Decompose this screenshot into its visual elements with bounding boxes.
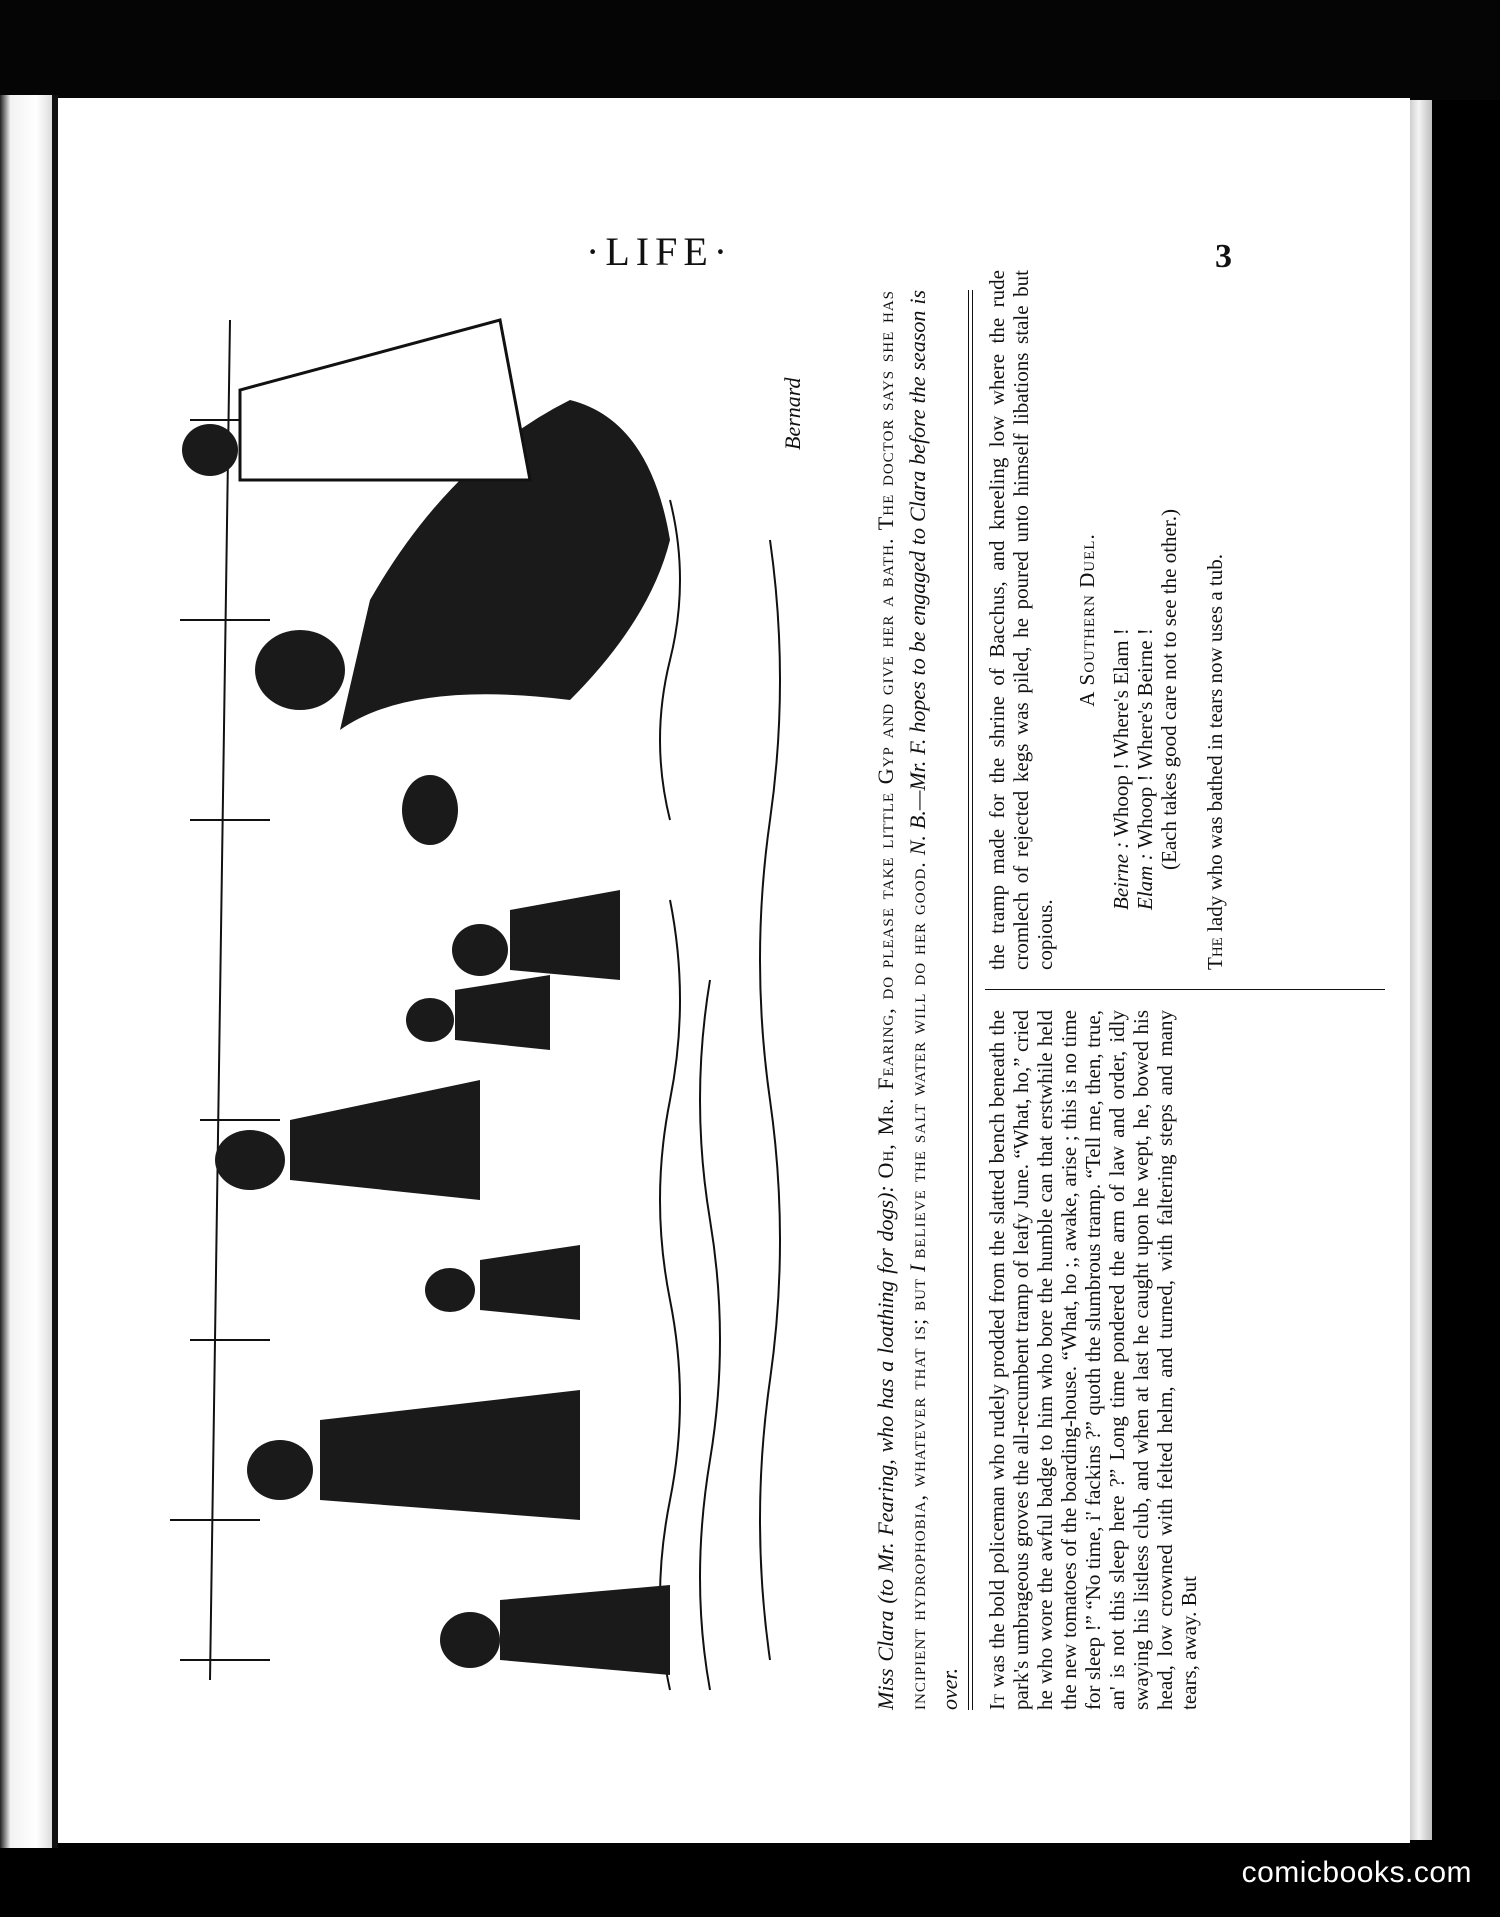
caption-dialogue-end: believe the salt water will do her good. [905,861,930,1259]
caption-note: N. B.—Mr. F. hopes to be engaged to Clara before the season is over. [905,289,962,1710]
scanner-background-top [0,0,1500,100]
duel-title: A Southern Duel. [1075,533,1099,707]
article-text-right: the tramp made for the shrine of Bacchus, and kneeling low where the rude cromlech of rejected kegs was piled, he poured unto himself libations stale but copious. [985,270,1057,970]
duel-line-1 [1109,270,1133,970]
closing-line [1203,270,1227,970]
masthead-title: ·LIFE· [586,229,734,274]
beach-scene-illustration [150,280,840,1720]
artist-signature: Bernard [780,377,805,450]
duel-text-elam: Whoop ! Where's Beirne ! [1133,628,1157,849]
page-stack-edge [1410,100,1432,1840]
duel-speaker-beirne: Beirne : [1109,841,1133,910]
rotated-content [150,270,1227,1730]
duel-text-beirne: Whoop ! Where's Elam ! [1109,628,1133,837]
article-dropcap: It [985,1693,1009,1710]
section-rule [968,290,973,1710]
article-column-left [985,1010,1201,1710]
article-text-left: was the bold policeman who rudely prodded from the slatted bench beneath the park's umbrageous groves the all-recumbent tramp of leafy June. “What, ho,” cried he who wore the awful badge to him who bore the humble can that erstwhile held the new tomatoes of the boarding-house. “What, ho ;, awake, arise ; this is no time for sleep !” “No time, i' fackins ?” quoth the slumbrous tramp. “Tell me, then, true, an' is not this sleep here ?” Long time pondered the arm of law and order, idly swaying his listless club, and when at last he caught upon he wept, he, bowed his head, low crowned with felted helm, and turned, with faltering steps and many tears, away. But [985,1010,1201,1710]
duel-speaker-elam: Elam : [1133,853,1157,910]
site-watermark: comicbooks.com [1241,1856,1472,1889]
page-number: 3 [1215,238,1232,275]
caption-dialogue: Oh, Mr. Fearing, do please take little Gyp and give her a bath. The doctor says she has incipient hydrophobia, whatever that is; but [873,290,930,1710]
column-divider [985,989,1385,990]
closing-text: lady who was bathed in tears now uses a tub. [1203,554,1227,932]
caption-speaker: Miss Clara (to Mr. Fearing, who has a loathing for dogs): [873,1185,898,1710]
closing-smallcap: The [1203,937,1227,970]
duel-note: (Each takes good care not to see the other.) [1157,509,1181,870]
duel-line-2 [1133,270,1157,970]
article-column-right [985,270,1227,970]
left-page-edge [0,95,52,1850]
caption-emphasis: I [905,1264,930,1272]
cartoon-caption [870,290,966,1710]
